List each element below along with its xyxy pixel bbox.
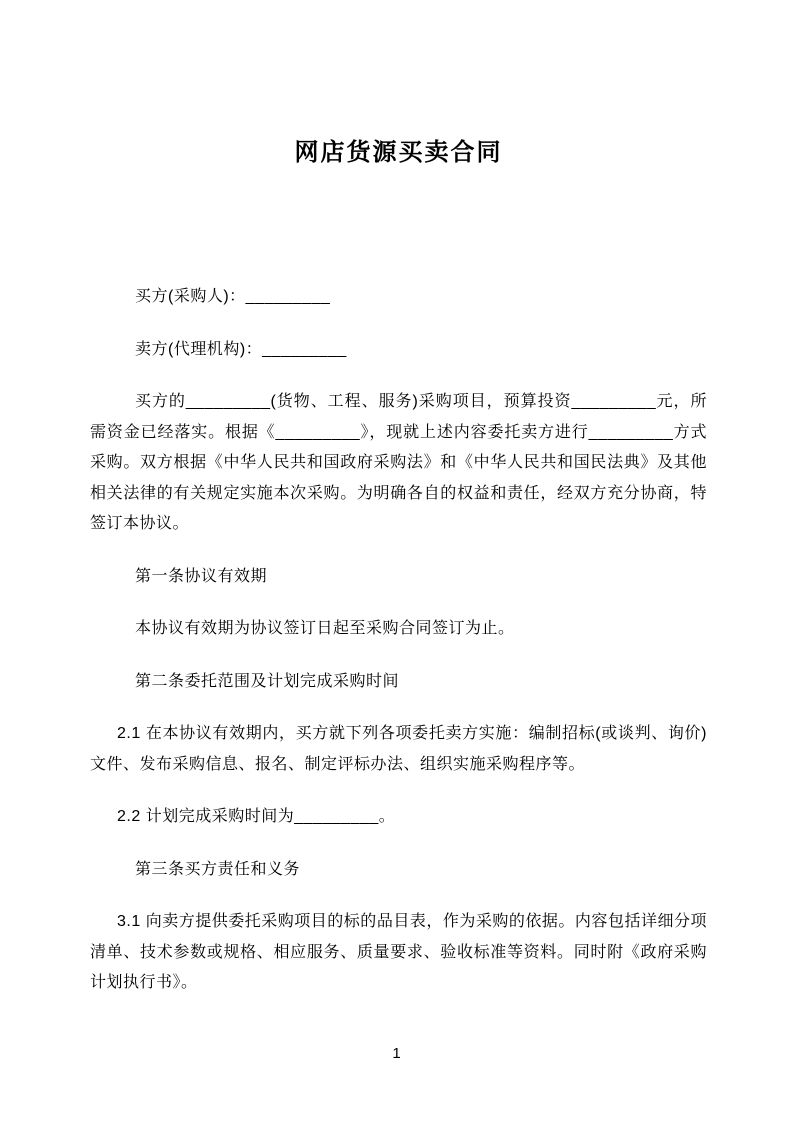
intro-paragraph: 买方的_________(货物、工程、服务)采购项目，预算投资_________元，所需资金已经落实。根据《_________》，现就上述内容委托卖方进行_________方式采购。双方根据《中华人民共和国政府采购法》和《中华人民共和国民法典》及其他相关法律的有关规定实施本次采购。为明确各自的权益和责任，经双方充分协商，特签订本协议。 bbox=[90, 393, 707, 532]
section-3-clause-3-1: 3.1 向卖方提供委托采购项目的标的品目表，作为采购的依据。内容包括详细分项清单、技术参数或规格、相应服务、质量要求、验收标准等资料。同时附《政府采购计划执行书》。 bbox=[90, 913, 707, 991]
section-2-heading: 第二条委托范围及计划完成采购时间 bbox=[135, 672, 400, 690]
page-number: 1 bbox=[392, 1045, 401, 1062]
section-3-heading: 第三条买方责任和义务 bbox=[135, 860, 301, 878]
party-buyer-line: 买方(采购人)：_________ bbox=[135, 288, 331, 305]
section-2-clause-2-2: 2.2 计划完成采购时间为_________。 bbox=[117, 808, 396, 825]
section-1-heading: 第一条协议有效期 bbox=[135, 567, 268, 585]
section-2-clause-2-1: 2.1 在本协议有效期内，买方就下列各项委托卖方实施：编制招标(或谈判、询价)文件、发布采购信息、报名、制定评标办法、组织实施采购程序等。 bbox=[90, 725, 707, 773]
document-title: 网店货源买卖合同 bbox=[294, 139, 503, 166]
party-seller-line: 卖方(代理机构)：_________ bbox=[135, 340, 347, 358]
section-1-clause: 本协议有效期为协议签订日起至采购合同签订为止。 bbox=[135, 620, 515, 637]
